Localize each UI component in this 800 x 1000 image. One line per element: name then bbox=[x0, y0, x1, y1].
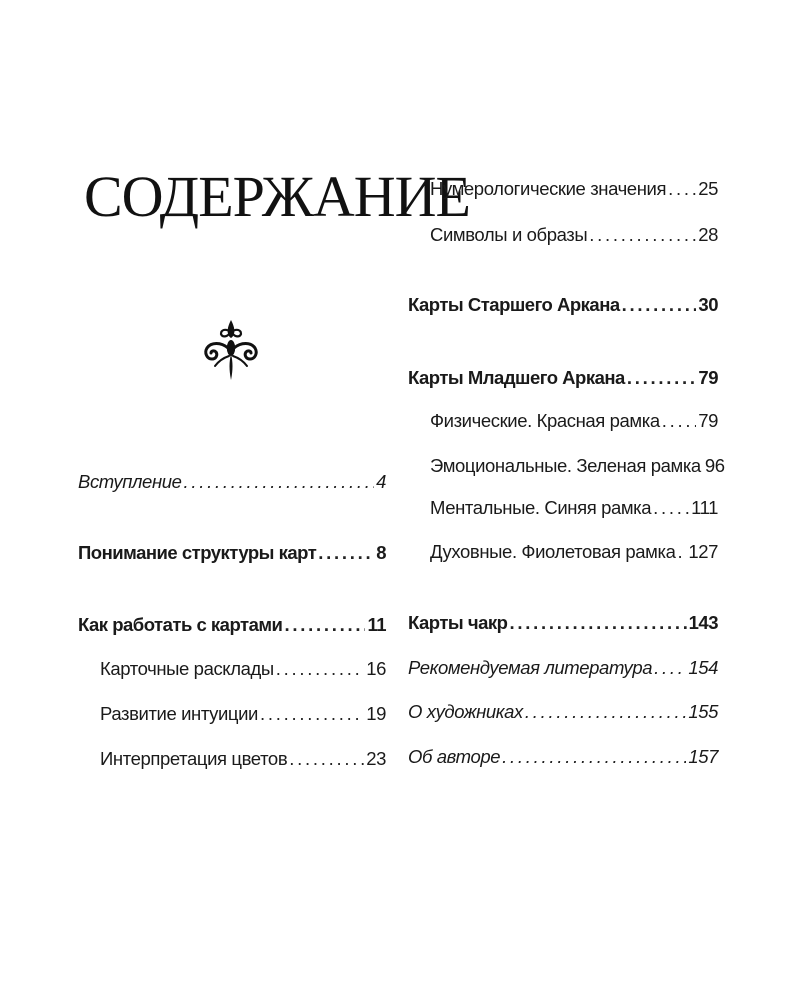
toc-entry-title: Интерпретация цветов bbox=[100, 748, 288, 769]
toc-entry bbox=[430, 224, 718, 246]
toc-entry-page-number: 143 bbox=[688, 612, 718, 633]
toc-entry bbox=[408, 746, 718, 768]
toc-entry-title: Карточные расклады bbox=[100, 658, 274, 679]
toc-entry-page-number: 28 bbox=[698, 224, 718, 245]
dot-leader bbox=[654, 657, 686, 679]
toc-entry bbox=[430, 497, 718, 519]
toc-entry bbox=[78, 542, 386, 564]
toc-entry bbox=[408, 612, 718, 634]
dot-leader bbox=[318, 542, 374, 564]
dot-leader bbox=[662, 410, 696, 432]
toc-entry-title: Как работать с картами bbox=[78, 614, 283, 635]
dot-leader bbox=[260, 703, 364, 725]
toc-entry-page-number: 23 bbox=[366, 748, 386, 769]
toc-entry-title: Рекомендуемая литература bbox=[408, 657, 653, 678]
toc-entry-page-number: 79 bbox=[698, 367, 718, 388]
dot-leader bbox=[276, 658, 364, 680]
toc-entry bbox=[408, 367, 718, 389]
dot-leader bbox=[668, 178, 696, 200]
toc-entry-page-number: 30 bbox=[698, 294, 718, 315]
dot-leader bbox=[627, 367, 697, 389]
toc-entry-page-number: 154 bbox=[688, 657, 718, 678]
toc-entry-page-number: 127 bbox=[688, 541, 718, 562]
toc-entry-page-number: 111 bbox=[691, 497, 718, 518]
toc-entry bbox=[430, 541, 718, 563]
toc-entry-page-number: 19 bbox=[366, 703, 386, 724]
toc-entry bbox=[430, 455, 725, 477]
toc-entry-title: Об авторе bbox=[408, 746, 501, 767]
toc-entry-title: Развитие интуиции bbox=[100, 703, 258, 724]
toc-entry bbox=[100, 703, 386, 725]
toc-entry-page-number: 79 bbox=[698, 410, 718, 431]
toc-entry-page-number: 25 bbox=[698, 178, 718, 199]
toc-entry bbox=[408, 701, 718, 723]
toc-entry-title: Нумерологические значения bbox=[430, 178, 667, 199]
dot-leader bbox=[284, 614, 365, 636]
toc-entry bbox=[78, 471, 386, 493]
dot-leader bbox=[509, 612, 686, 634]
toc-entry bbox=[100, 658, 386, 680]
toc-entry-page-number: 16 bbox=[366, 658, 386, 679]
fleur-de-lis-icon bbox=[201, 318, 261, 382]
toc-entry-title: Вступление bbox=[78, 471, 182, 492]
dot-leader bbox=[525, 701, 687, 723]
dot-leader bbox=[589, 224, 696, 246]
toc-entry bbox=[78, 614, 386, 636]
toc-entry-page-number: 8 bbox=[376, 542, 386, 563]
toc-entry-title: Эмоциональные. Зеленая рамка bbox=[430, 455, 701, 476]
dot-leader bbox=[677, 541, 686, 563]
toc-entry-title: Понимание структуры карт bbox=[78, 542, 317, 563]
toc-entry bbox=[430, 410, 718, 432]
toc-entry-page-number: 157 bbox=[688, 746, 718, 767]
toc-entry-title: Символы и образы bbox=[430, 224, 588, 245]
dot-leader bbox=[289, 748, 364, 770]
toc-entry bbox=[408, 657, 718, 679]
dot-leader bbox=[184, 471, 375, 493]
toc-entry-title: О художниках bbox=[408, 701, 523, 722]
dot-leader bbox=[502, 746, 686, 768]
toc-entry bbox=[430, 178, 718, 200]
toc-entry-page-number: 96 bbox=[704, 455, 725, 476]
toc-entry bbox=[408, 294, 718, 316]
dot-leader bbox=[653, 497, 689, 519]
toc-entry-title: Карты чакр bbox=[408, 612, 508, 633]
toc-entry-title: Духовные. Фиолетовая рамка bbox=[430, 541, 676, 562]
page-title: СОДЕРЖАНИЕ bbox=[84, 164, 470, 229]
toc-entry-title: Карты Младшего Аркана bbox=[408, 367, 625, 388]
toc-entry-page-number: 155 bbox=[688, 701, 718, 722]
toc-entry-title: Ментальные. Синяя рамка bbox=[430, 497, 652, 518]
dot-leader bbox=[622, 294, 697, 316]
toc-entry-title: Карты Старшего Аркана bbox=[408, 294, 620, 315]
toc-entry-page-number: 11 bbox=[367, 614, 386, 635]
toc-entry bbox=[100, 748, 386, 770]
toc-entry-title: Физические. Красная рамка bbox=[430, 410, 660, 431]
toc-entry-page-number: 4 bbox=[376, 471, 386, 492]
